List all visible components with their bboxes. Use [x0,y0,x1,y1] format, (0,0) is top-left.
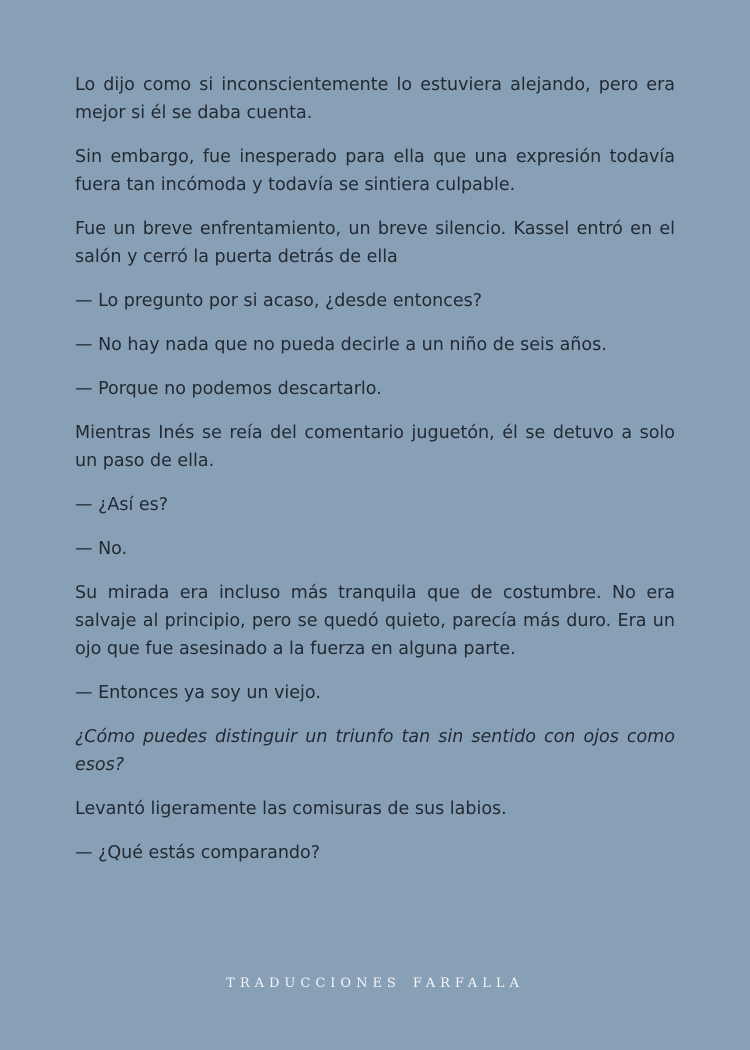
footer-credit [0,976,750,991]
dialogue-line: — No hay nada que no pueda decirle a un niño de seis años. [75,335,607,355]
dialogue-line: — ¿Así es? [75,495,169,515]
dialogue-line: — Porque no podemos descartarlo. [75,379,382,399]
paragraph: Levantó ligeramente las comisuras de sus labios. [75,799,507,819]
paragraph: Su mirada era incluso más tranquila que de costumbre. No era salvaje al principio, pero se quedó quieto, parecía más duro. Era un ojo que fue asesinado a la fuerza en alguna parte. [75,583,675,659]
dialogue-line: — No. [75,539,128,559]
paragraph: Mientras Inés se reía del comentario juguetón, él se detuvo a solo un paso de ella. [75,423,675,471]
footer-word-farfalla: FARFALLA [412,976,524,991]
dialogue-line: — Lo pregunto por si acaso, ¿desde entonces? [75,291,483,311]
dialogue-line: — Entonces ya soy un viejo. [75,683,321,703]
paragraph: Lo dijo como si inconscientemente lo estuviera alejando, pero era mejor si él se daba cuenta. [75,75,675,123]
paragraph: Fue un breve enfrentamiento, un breve silencio. Kassel entró en el salón y cerró la puerta detrás de ella [75,219,675,267]
text-body [75,71,675,883]
italic-thought: ¿Cómo puedes distinguir un triunfo tan sin sentido con ojos como esos? [75,727,675,775]
footer-word-translations: TRADUCCIONES [226,976,401,991]
paragraph: Sin embargo, fue inesperado para ella que una expresión todavía fuera tan incómoda y todavía se sintiera culpable. [75,147,675,195]
dialogue-line: — ¿Qué estás comparando? [75,843,321,863]
